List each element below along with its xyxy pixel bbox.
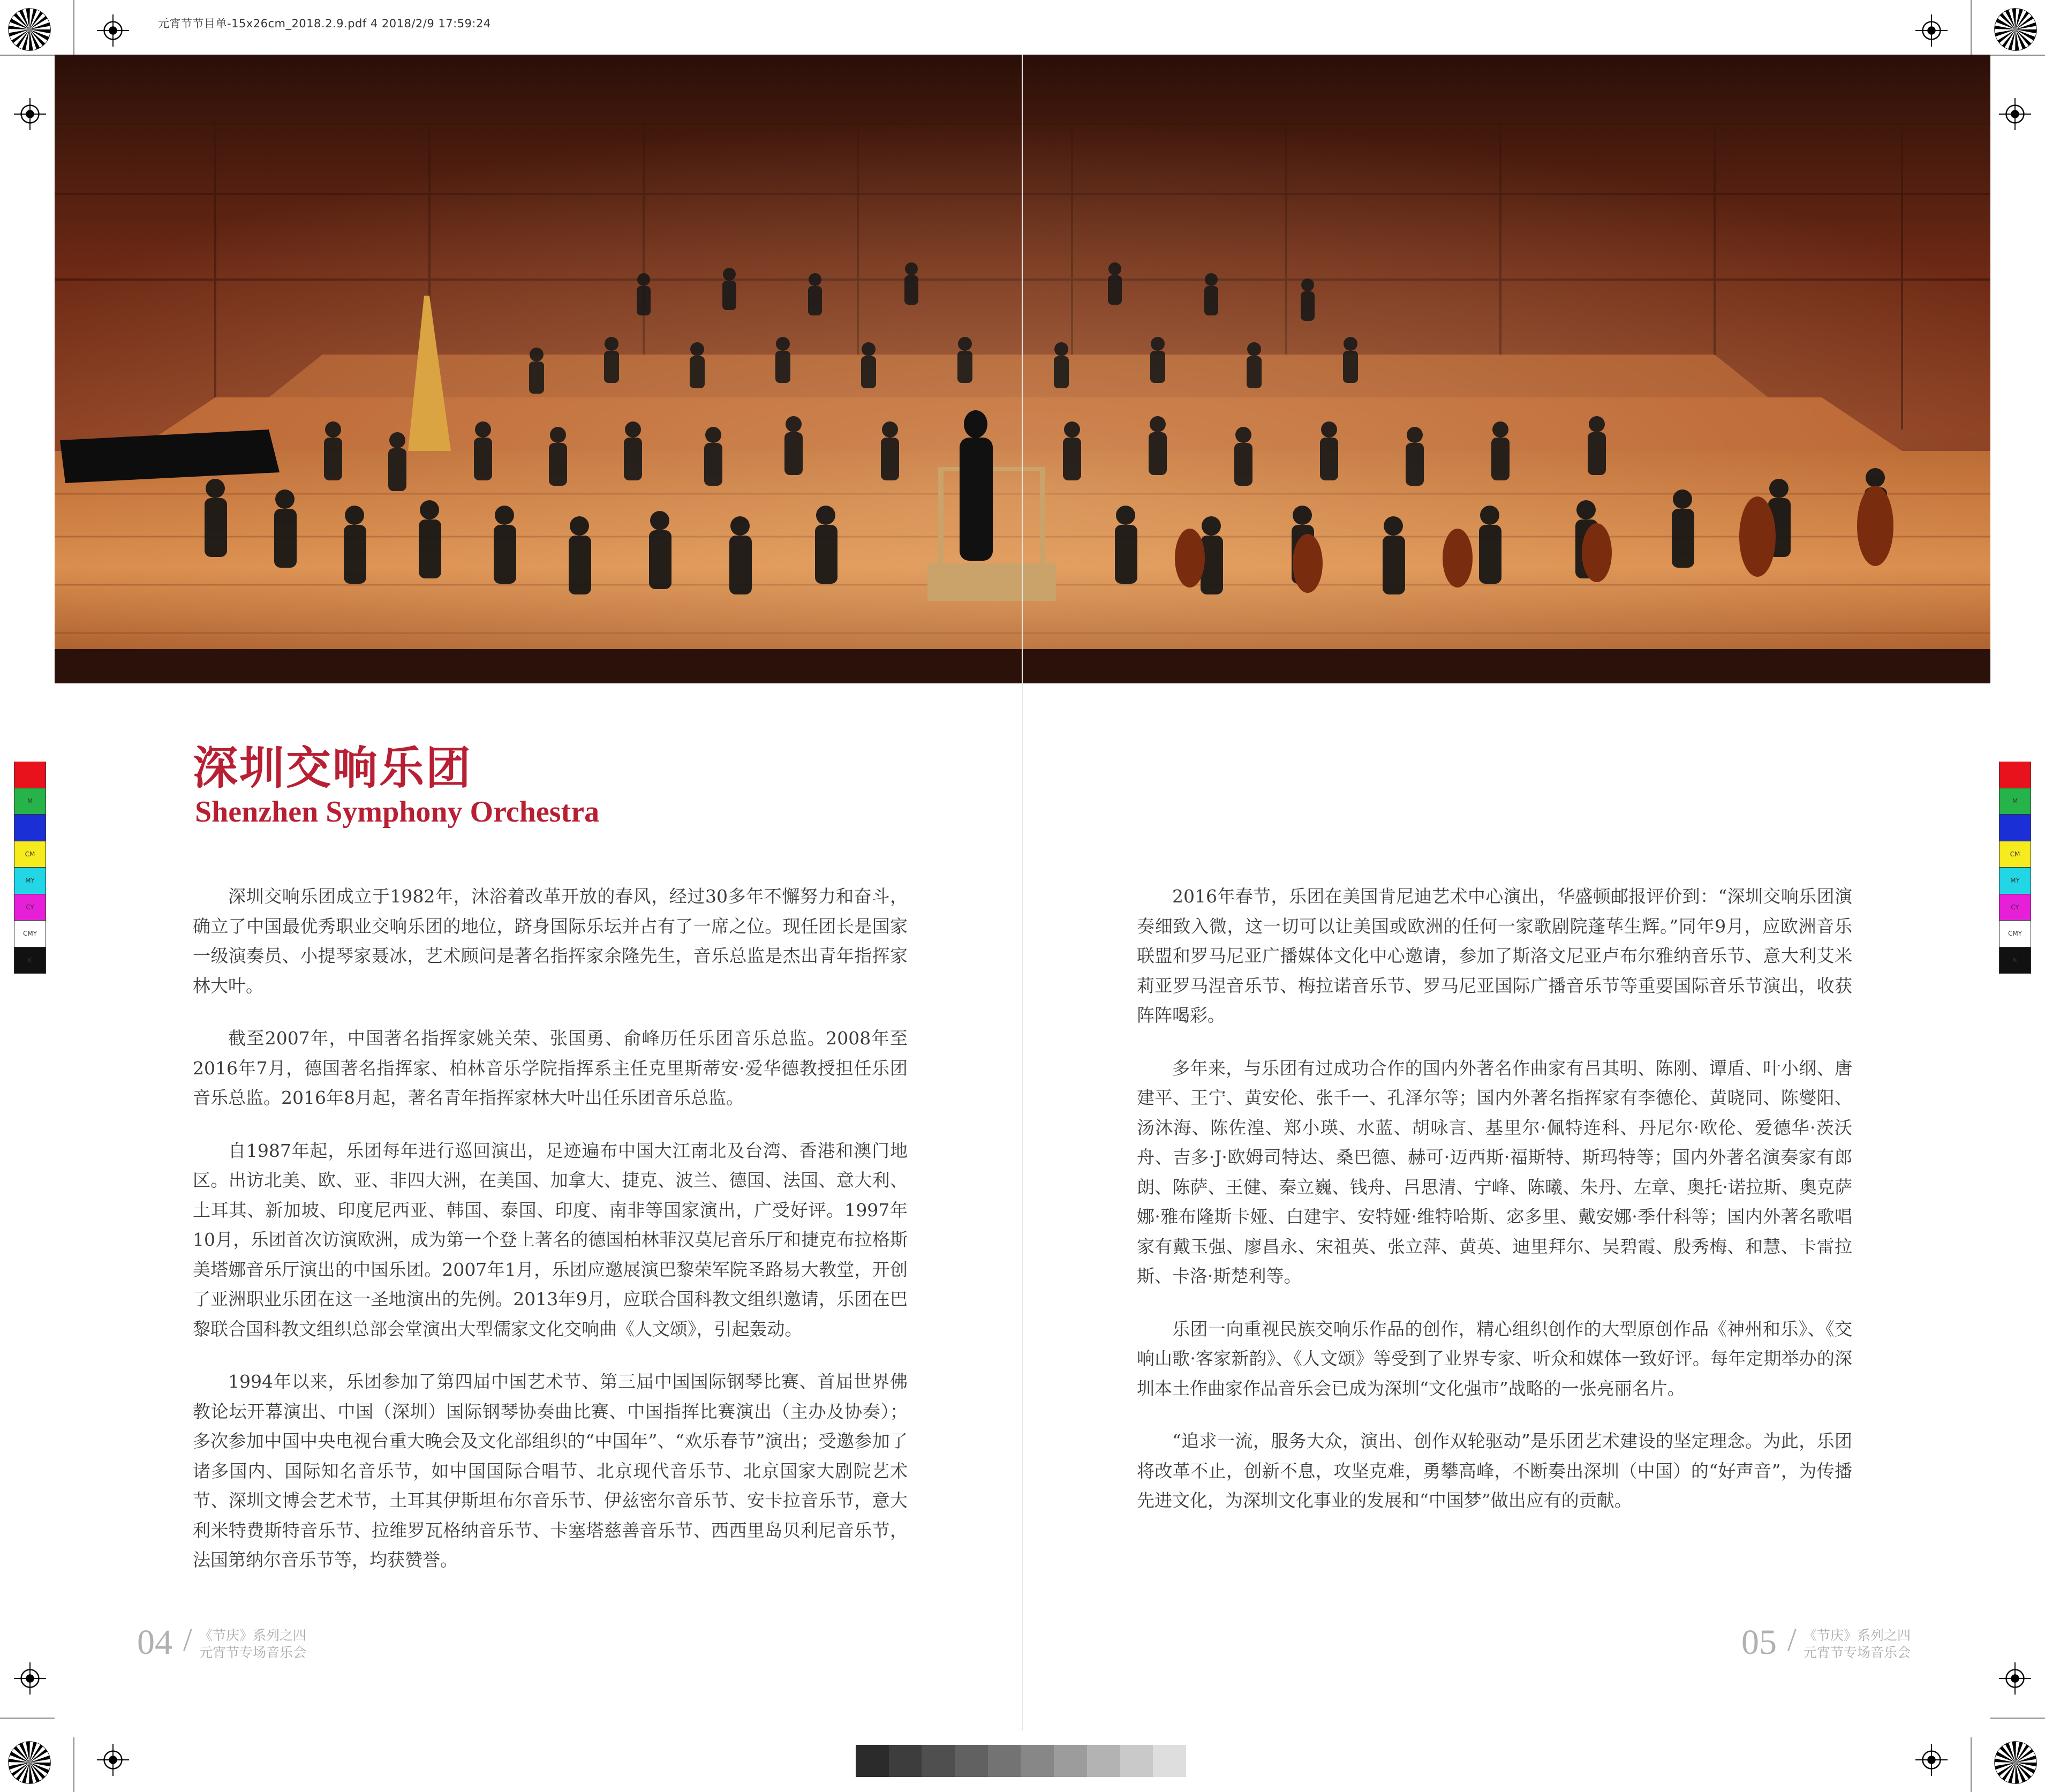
trim-line <box>0 1718 55 1719</box>
trim-line <box>1971 0 1972 55</box>
color-swatch <box>1999 762 2031 788</box>
paragraph: 自1987年起，乐团每年进行巡回演出，足迹遍布中国大江南北及台湾、香港和澳门地区。出访北美、欧、亚、非四大洲，在美国、加拿大、捷克、波兰、德国、法国、意大利、土耳其、新加坡、印度尼西亚、韩国、泰国、印度、南非等国家演出，广受好评。1997年10月，乐团首次访演欧洲，成为第一个登上著名的德国柏林菲汉莫尼音乐厅和捷克布拉格斯美塔娜音乐厅演出的中国乐团。2007年1月，乐团应邀展演巴黎荣军院圣路易大教堂，开创了亚洲职业乐团在这一圣地演出的先例。2013年9月，应联合国科教文组织邀请，乐团在巴黎联合国科教文组织总部会堂演出大型儒家文化交响曲《人文颂》，引起轰动。 <box>193 1140 908 1339</box>
gray-swatch <box>1021 1745 1054 1777</box>
color-calibration-bar <box>1999 762 2031 974</box>
left-text-column <box>193 882 908 1598</box>
registration-mark-icon <box>13 1662 47 1695</box>
color-calibration-bar <box>14 762 46 974</box>
color-swatch: M <box>14 788 46 815</box>
star-target-icon <box>1994 7 2038 51</box>
trim-line <box>0 55 55 56</box>
gray-swatch <box>955 1745 988 1777</box>
registration-mark-icon <box>96 14 130 47</box>
trim-line <box>1990 55 2045 56</box>
color-swatch: MY <box>14 868 46 894</box>
paragraph: 1994年以来，乐团参加了第四届中国艺术节、第三届中国国际钢琴比赛、首届世界佛教论坛开幕演出、中国（深圳）国际钢琴协奏曲比赛、中国指挥比赛演出（主办及协奏）；多次参加中国中央电视台重大晚会及文化部组织的“中国年”、“欢乐春节”演出；受邀参加了诸多国内、国际知名音乐节，如中国国际合唱节、北京现代音乐节、北京国家大剧院艺术节、深圳文博会艺术节，土耳其伊斯坦布尔音乐节、伊兹密尔音乐节、安卡拉音乐节，意大利米特费斯特音乐节、拉维罗瓦格纳音乐节、卡塞塔慈善音乐节、西西里岛贝利尼音乐节，法国第纳尔音乐节等，均获赞誉。 <box>193 1371 908 1570</box>
registration-mark-icon <box>1915 14 1948 47</box>
gray-swatch <box>1153 1745 1186 1777</box>
gray-swatch <box>1054 1745 1087 1777</box>
spine-gutter <box>1022 55 1023 1731</box>
concert-label: 元宵节专场音乐会 <box>1803 1645 1911 1660</box>
color-swatch: CY <box>14 894 46 921</box>
registration-mark-icon <box>1998 97 2032 131</box>
page-slash: / <box>183 1622 192 1658</box>
color-swatch: CM <box>1999 841 2031 868</box>
registration-mark-icon <box>1998 1662 2032 1695</box>
print-slug: 元宵节节目单-15x26cm_2018.2.9.pdf 4 2018/2/9 17:59:24 <box>158 17 491 30</box>
gray-swatch <box>1087 1745 1120 1777</box>
star-target-icon <box>1994 1741 2038 1785</box>
gray-calibration-ramp <box>856 1745 1186 1777</box>
gray-swatch <box>922 1745 955 1777</box>
page-slash: / <box>1787 1622 1797 1658</box>
registration-mark-icon <box>96 1743 130 1776</box>
color-swatch <box>1999 815 2031 841</box>
series-label: 《节庆》系列之四 <box>199 1628 307 1643</box>
trim-line <box>73 1737 74 1792</box>
trim-line <box>1971 1737 1972 1792</box>
color-swatch: CMY <box>14 921 46 947</box>
color-swatch: K <box>1999 947 2031 974</box>
page-number: 05 <box>1741 1623 1777 1662</box>
paragraph: 2016年春节，乐团在美国肯尼迪艺术中心演出，华盛顿邮报评价到：“深圳交响乐团演奏细致入微，这一切可以让美国或欧洲的任何一家歌剧院蓬荜生辉。”同年9月，应欧洲音乐联盟和罗马尼亚广播媒体文化中心邀请，参加了斯洛文尼亚卢布尔雅纳音乐节、意大利艾米莉亚罗马涅音乐节、梅拉诺音乐节、罗马尼亚国际广播音乐节等重要国际音乐节演出，收获阵阵喝彩。 <box>1137 886 1852 1026</box>
color-swatch: CMY <box>1999 921 2031 947</box>
color-swatch <box>14 815 46 841</box>
registration-mark-icon <box>1915 1743 1948 1776</box>
paragraph: “追求一流，服务大众，演出、创作双轮驱动”是乐团艺术建设的坚定理念。为此，乐团将改革不止，创新不息，攻坚克难，勇攀高峰，不断奏出深圳（中国）的“好声音”，为传播先进文化，为深圳文化事业的发展和“中国梦”做出应有的贡献。 <box>1137 1430 1852 1511</box>
color-swatch: K <box>14 947 46 974</box>
trim-line <box>73 0 74 55</box>
registration-mark-icon <box>13 97 47 131</box>
trim-line <box>1990 1718 2045 1719</box>
star-target-icon <box>7 1741 51 1785</box>
right-text-column <box>1137 882 1852 1539</box>
color-swatch <box>14 762 46 788</box>
paragraph: 截至2007年，中国著名指挥家姚关荣、张国勇、俞峰历任乐团音乐总监。2008年至2016年7月，德国著名指挥家、柏林音乐学院指挥系主任克里斯蒂安·爱华德教授担任乐团音乐总监。2016年8月起，著名青年指挥家林大叶出任乐团音乐总监。 <box>193 1028 908 1108</box>
star-target-icon <box>7 7 51 51</box>
paragraph: 乐团一向重视民族交响乐作品的创作，精心组织创作的大型原创作品《神州和乐》、《交响山歌·客家新韵》、《人文颂》等受到了业界专家、听众和媒体一致好评。每年定期举办的深圳本土作曲家作品音乐会已成为深圳“文化强市”战略的一张亮丽名片。 <box>1137 1318 1852 1399</box>
page-title: 深圳交响乐团 <box>193 741 473 794</box>
gray-swatch <box>988 1745 1021 1777</box>
gray-swatch <box>889 1745 922 1777</box>
page-number: 04 <box>137 1623 172 1662</box>
series-label: 《节庆》系列之四 <box>1803 1628 1911 1643</box>
gray-swatch <box>856 1745 889 1777</box>
paragraph: 深圳交响乐团成立于1982年，沐浴着改革开放的春风，经过30多年不懈努力和奋斗，确立了中国最优秀职业交响乐团的地位，跻身国际乐坛并占有了一席之位。现任团长是国家一级演奏员、小提琴家聂冰，艺术顾问是著名指挥家余隆先生，音乐总监是杰出青年指挥家林大叶。 <box>193 886 908 996</box>
page-subtitle: Shenzhen Symphony Orchestra <box>195 795 600 829</box>
color-swatch: CM <box>14 841 46 868</box>
gray-swatch <box>1120 1745 1153 1777</box>
color-swatch: CY <box>1999 894 2031 921</box>
color-swatch: M <box>1999 788 2031 815</box>
color-swatch: MY <box>1999 868 2031 894</box>
paragraph: 多年来，与乐团有过成功合作的国内外著名作曲家有吕其明、陈刚、谭盾、叶小纲、唐建平、王宁、黄安伦、张千一、孔泽尔等；国内外著名指挥家有李德伦、黄晓同、陈燮阳、汤沐海、陈佐湟、郑小瑛、水蓝、胡咏言、基里尔·佩特连科、丹尼尔·欧伦、爱德华·茨沃舟、吉多·J·欧姆司特达、桑巴德、赫可·迈西斯·福斯特、斯玛特等；国内外著名演奏家有郎朗、陈萨、王健、秦立巍、钱舟、吕思清、宁峰、陈曦、朱丹、左章、奥托·诺拉斯、奥克萨娜·雅布隆斯卡娅、白建宇、安特娅·维特哈斯、宓多里、戴安娜·季什科等；国内外著名歌唱家有戴玉强、廖昌永、宋祖英、张立萍、黄英、迪里拜尔、吴碧霞、殷秀梅、和慧、卡雷拉斯、卡洛·斯楚利等。 <box>1137 1057 1852 1286</box>
concert-label: 元宵节专场音乐会 <box>199 1645 307 1660</box>
